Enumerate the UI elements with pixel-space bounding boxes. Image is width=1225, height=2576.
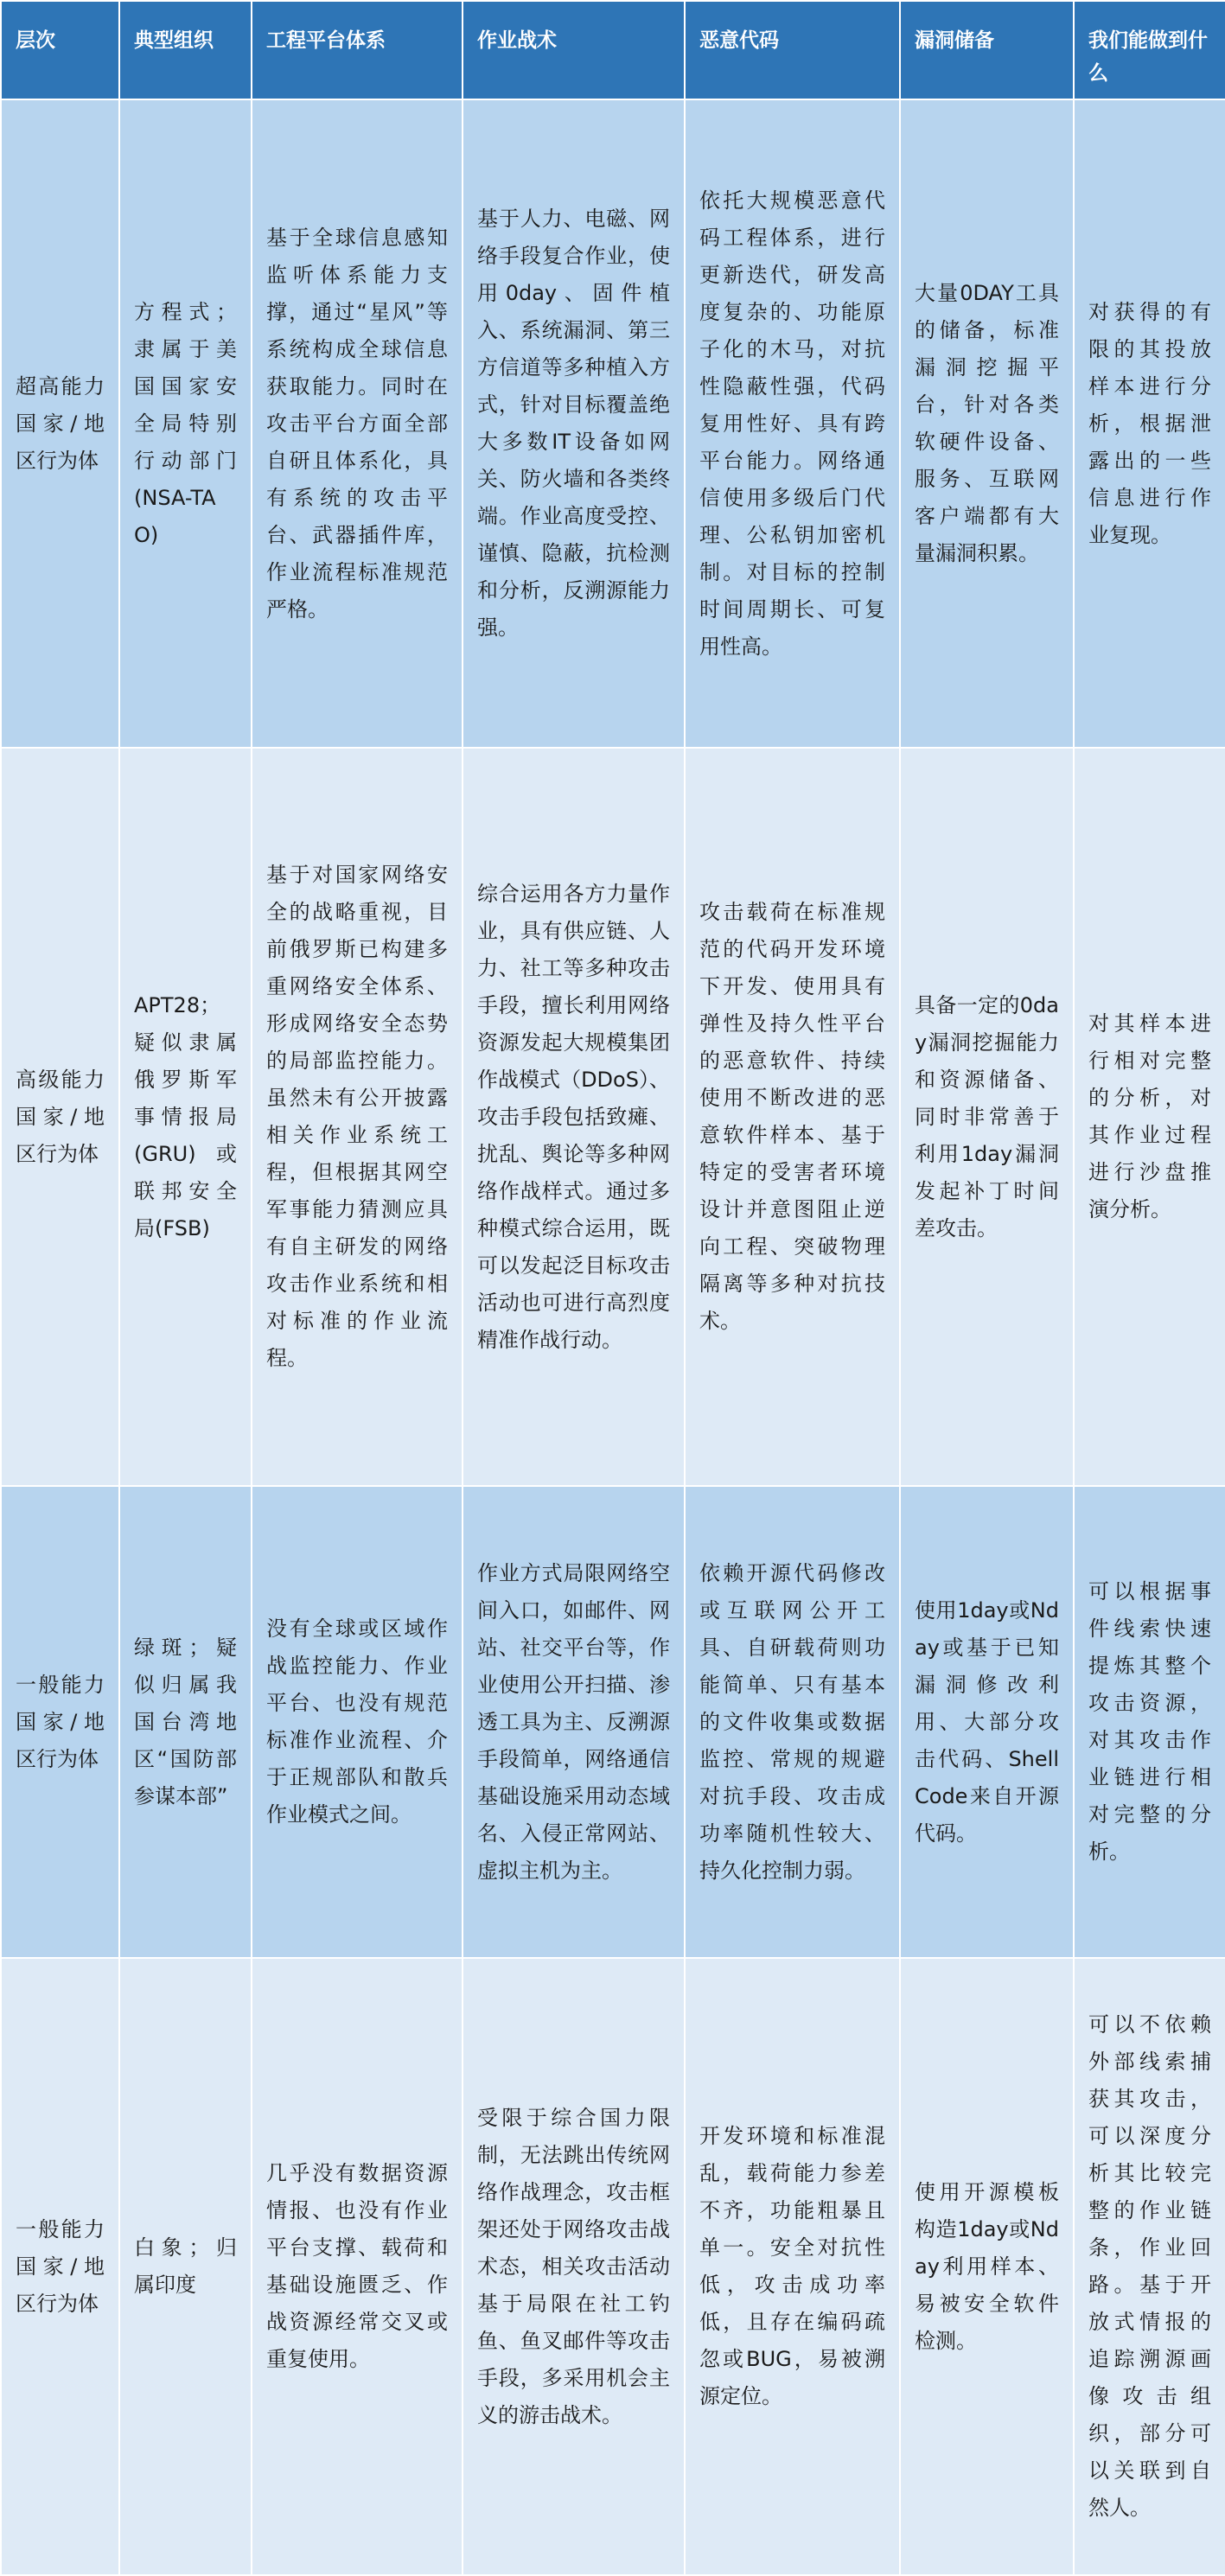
- cell-platform: 基于对国家网络安全的战略重视，目前俄罗斯已构建多重网络安全体系、形成网络安全态势的局部监控能力。虽然未有公开披露相关作业系统工程，但根据其网空军事能力猜测应具有自主研发的网络攻击作业系统和相对标准的作业流程。: [252, 748, 463, 1486]
- cell-tactics: 作业方式局限网络空间入口，如邮件、网站、社交平台等，作业使用公开扫描、渗透工具为主、反溯源手段简单，网络通信基础设施采用动态域名、入侵正常网站、虚拟主机为主。: [463, 1486, 685, 1958]
- cell-vuln: 使用开源模板构造1day或Nday利用样本、易被安全软件检测。: [900, 1958, 1074, 2575]
- cell-malware: 依赖开源代码修改或互联网公开工具、自研载荷则功能简单、只有基本的文件收集或数据监控、常规的规避对抗手段、攻击成功率随机性较大、持久化控制力弱。: [685, 1486, 900, 1958]
- cell-ability: 可以不依赖外部线索捕获其攻击，可以深度分析其比较完整的作业链条，作业回路。基于开放式情报的追踪溯源画像攻击组织，部分可以关联到自然人。: [1074, 1958, 1225, 2575]
- table-row: [1, 1958, 1225, 2575]
- cell-ability: 可以根据事件线索快速提炼其整个攻击资源，对其攻击作业链进行相对完整的分析。: [1074, 1486, 1225, 1958]
- cell-org: 方程式；隶属于美国国家安全局特别行动部门(NSA-TAO): [119, 99, 252, 748]
- cell-platform: 基于全球信息感知监听体系能力支撑，通过“星风”等系统构成全球信息获取能力。同时在攻击平台方面全部自研且体系化，具有系统的攻击平台、武器插件库，作业流程标准规范严格。: [252, 99, 463, 748]
- cell-vuln: 具备一定的0day漏洞挖掘能力和资源储备、同时非常善于利用1day漏洞发起补丁时间差攻击。: [900, 748, 1074, 1486]
- cell-platform: 没有全球或区域作战监控能力、作业平台、也没有规范标准作业流程、介于正规部队和散兵作业模式之间。: [252, 1486, 463, 1958]
- header-vuln-reserve: 漏洞储备: [900, 1, 1074, 99]
- cell-malware: 开发环境和标准混乱，载荷能力参差不齐，功能粗暴且单一。安全对抗性低，攻击成功率低，且存在编码疏忽或BUG，易被溯源定位。: [685, 1958, 900, 2575]
- header-typical-org: 典型组织: [119, 1, 252, 99]
- cell-platform: 几乎没有数据资源情报、也没有作业平台支撑、载荷和基础设施匮乏、作战资源经常交叉或重复使用。: [252, 1958, 463, 2575]
- header-level: 层次: [1, 1, 119, 99]
- cell-level: 超高能力国家/地区行为体: [1, 99, 119, 748]
- cell-vuln: 大量0DAY工具的储备，标准漏洞挖掘平台，针对各类软硬件设备、服务、互联网客户端都有大量漏洞积累。: [900, 99, 1074, 748]
- cell-level: 一般能力国家/地区行为体: [1, 1486, 119, 1958]
- cell-level: 高级能力国家/地区行为体: [1, 748, 119, 1486]
- table-row: [1, 99, 1225, 748]
- table-row: [1, 1486, 1225, 1958]
- header-malware: 恶意代码: [685, 1, 900, 99]
- table-header-row: [1, 1, 1225, 99]
- cell-org: 绿斑；疑似归属我国台湾地区“国防部参谋本部”: [119, 1486, 252, 1958]
- cell-org: 白象；归属印度: [119, 1958, 252, 2575]
- cell-ability: 对其样本进行相对完整的分析，对其作业过程进行沙盘推演分析。: [1074, 748, 1225, 1486]
- cell-tactics: 综合运用各方力量作业，具有供应链、人力、社工等多种攻击手段，擅长利用网络资源发起大规模集团作战模式（DDoS）、攻击手段包括致瘫、扰乱、舆论等多种网络作战样式。通过多种模式综合运用，既可以发起泛目标攻击活动也可进行高烈度精准作战行动。: [463, 748, 685, 1486]
- cell-malware: 依托大规模恶意代码工程体系，进行更新迭代，研发高度复杂的、功能原子化的木马，对抗性隐蔽性强，代码复用性好、具有跨平台能力。网络通信使用多级后门代理、公私钥加密机制。对目标的控制时间周期长、可复用性高。: [685, 99, 900, 748]
- cell-vuln: 使用1day或Nday或基于已知漏洞修改利用、大部分攻击代码、ShellCode来自开源代码。: [900, 1486, 1074, 1958]
- cell-tactics: 基于人力、电磁、网络手段复合作业，使用0day、固件植入、系统漏洞、第三方信道等多种植入方式，针对目标覆盖绝大多数IT设备如网关、防火墙和各类终端。作业高度受控、谨慎、隐蔽，抗检测和分析，反溯源能力强。: [463, 99, 685, 748]
- cell-org: APT28；疑似隶属俄罗斯军事情报局(GRU)或联邦安全局(FSB): [119, 748, 252, 1486]
- cell-ability: 对获得的有限的其投放样本进行分析，根据泄露出的一些信息进行作业复现。: [1074, 99, 1225, 748]
- header-tactics: 作业战术: [463, 1, 685, 99]
- cell-level: 一般能力国家/地区行为体: [1, 1958, 119, 2575]
- header-engineering-platform: 工程平台体系: [252, 1, 463, 99]
- header-what-we-can-do: 我们能做到什么: [1074, 1, 1225, 99]
- cell-malware: 攻击载荷在标准规范的代码开发环境下开发、使用具有弹性及持久性平台的恶意软件、持续使用不断改进的恶意软件样本、基于特定的受害者环境设计并意图阻止逆向工程、突破物理隔离等多种对抗技术。: [685, 748, 900, 1486]
- table-row: [1, 748, 1225, 1486]
- cell-tactics: 受限于综合国力限制，无法跳出传统网络作战理念，攻击框架还处于网络攻击战术态，相关攻击活动基于局限在社工钓鱼、鱼叉邮件等攻击手段，多采用机会主义的游击战术。: [463, 1958, 685, 2575]
